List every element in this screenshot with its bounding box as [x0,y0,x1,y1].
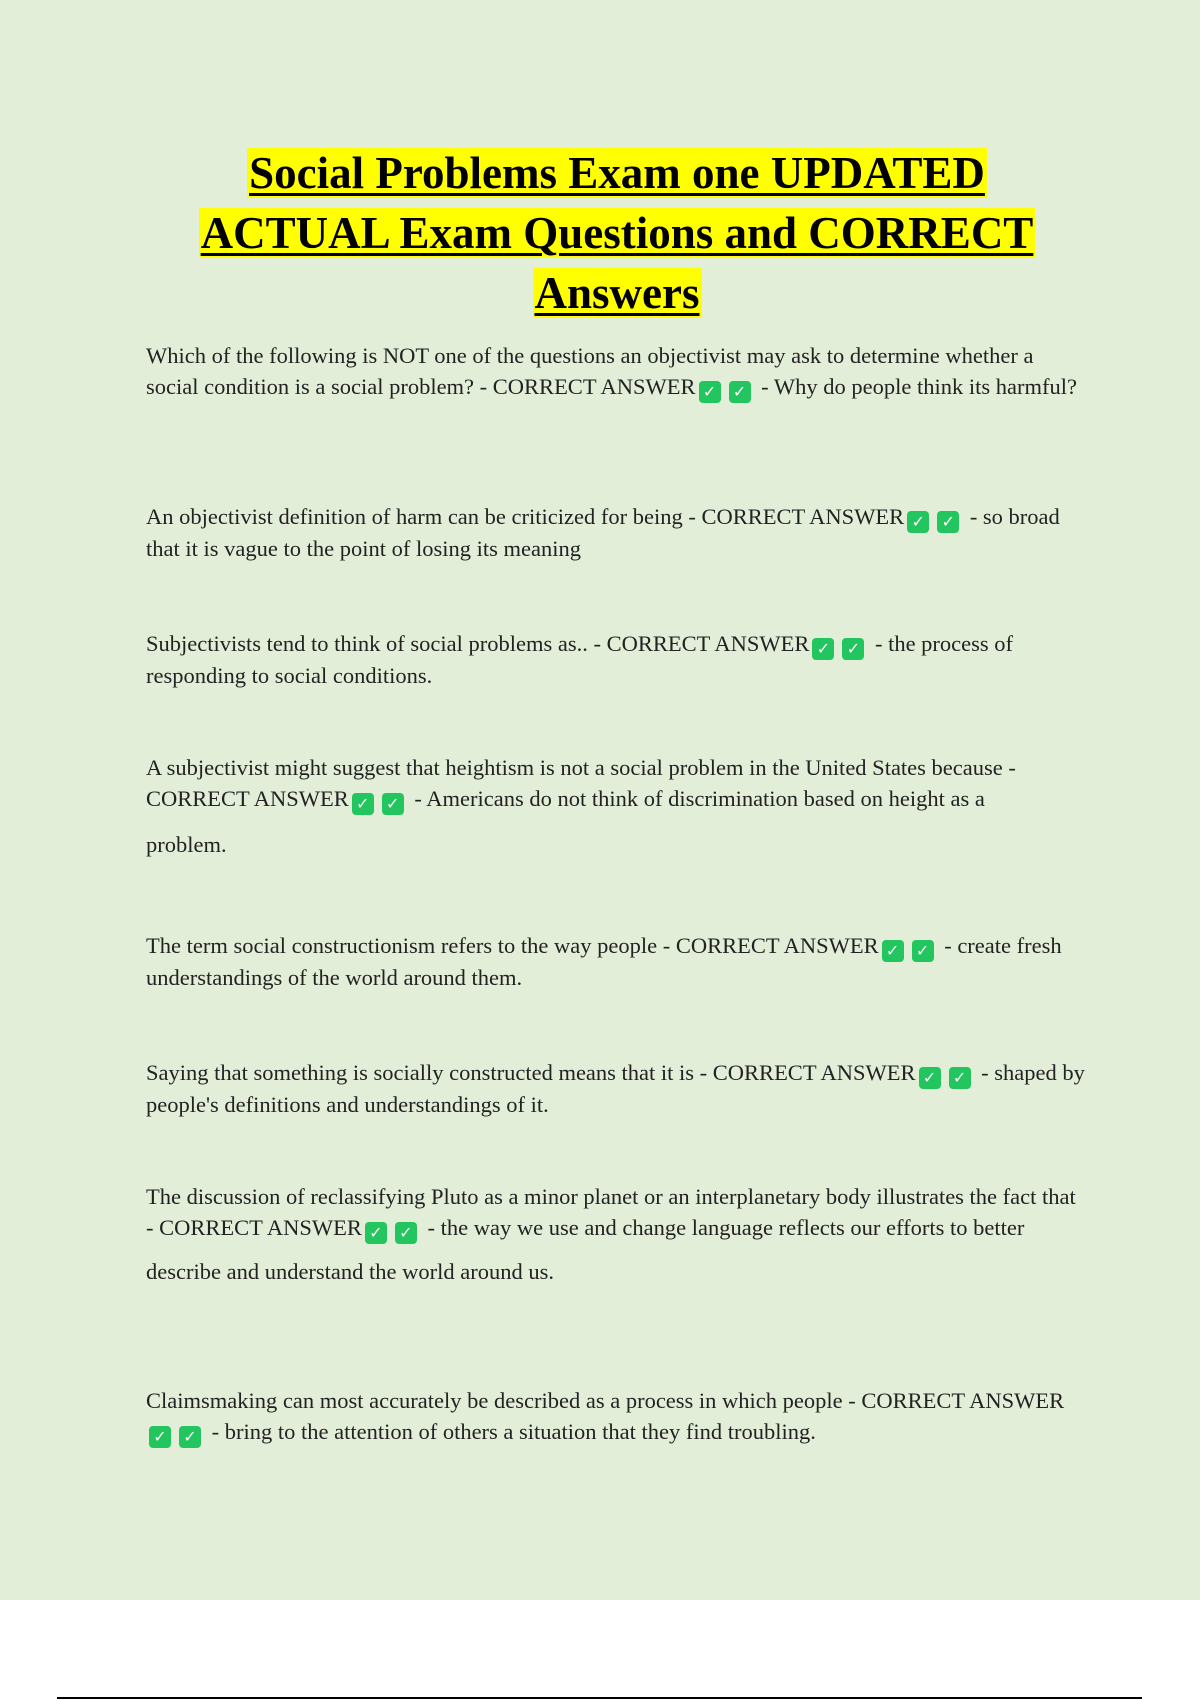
answer-text: - the process of responding to social conditions. [146,631,1014,688]
answer-text: - create fresh understandings of the world around them. [146,933,1062,990]
question-text: Saying that something is socially constructed means that it is - [146,1060,713,1085]
question-text: Which of the following is NOT one of the questions an objectivist may ask to determine whether a social condition is a social problem? - [146,343,1034,399]
qa-item-6 [146,1057,1086,1120]
question-text: The discussion of reclassifying Pluto as a minor planet or an interplanetary body illustrates the fact that - [146,1184,1076,1240]
check-mark-icon: ✓ [937,511,959,533]
correct-answer-label: CORRECT ANSWER [861,1388,1065,1413]
check-mark-icon: ✓ [365,1222,387,1244]
question-text: Subjectivists tend to think of social problems as.. - [146,631,607,656]
question-text: An objectivist definition of harm can be criticized for being - [146,504,702,529]
check-mark-icon: ✓ [699,381,721,403]
check-mark-icon: ✓ [149,1426,171,1448]
correct-answer-label: CORRECT ANSWER [606,631,810,656]
answer-text: - Americans do not think of discrimination based on height as a [408,786,985,811]
footer-divider [57,1697,1142,1699]
answer-text: - the way we use and change language reflects our efforts to better [421,1215,1025,1240]
answer-text: - shaped by people's definitions and understandings of it. [146,1060,1085,1117]
title-line-1: Social Problems Exam one UPDATED [249,148,985,198]
qa-item-4 [146,752,1086,860]
answer-continuation: problem. [146,832,227,857]
check-mark-icon: ✓ [382,793,404,815]
check-mark-icon: ✓ [395,1222,417,1244]
check-mark-icon: ✓ [912,940,934,962]
correct-answer-label: CORRECT ANSWER [701,504,905,529]
check-mark-icon: ✓ [179,1426,201,1448]
answer-text: - Why do people think its harmful? [755,374,1077,399]
qa-item-3 [146,628,1086,691]
answer-text: - so broad that it is vague to the point of losing its meaning [146,504,1060,561]
question-text: Claimsmaking can most accurately be described as a process in which people - [146,1388,862,1413]
qa-item-8 [146,1385,1086,1448]
correct-answer-label: CORRECT ANSWER [712,1060,916,1085]
answer-text: - bring to the attention of others a situation that they find troubling. [206,1419,816,1444]
check-mark-icon: ✓ [919,1067,941,1089]
title-line-3: Answers [534,268,700,318]
question-text: The term social constructionism refers to the way people - [146,933,676,958]
correct-answer-label: CORRECT ANSWER [492,374,696,399]
check-mark-icon: ✓ [812,638,834,660]
check-mark-icon: ✓ [882,940,904,962]
title-line-2: ACTUAL Exam Questions and CORRECT [200,208,1034,258]
correct-answer-label: CORRECT ANSWER [159,1215,362,1240]
check-mark-icon: ✓ [907,511,929,533]
check-mark-icon: ✓ [352,793,374,815]
correct-answer-label: CORRECT ANSWER [146,786,349,811]
qa-item-7 [146,1181,1086,1287]
qa-item-1 [146,340,1086,403]
qa-item-5 [146,930,1086,993]
question-text: A subjectivist might suggest that heightism is not a social problem in the United States because - [146,755,1016,780]
document-title [100,143,1134,323]
answer-continuation: describe and understand the world around us. [146,1259,555,1284]
check-mark-icon: ✓ [842,638,864,660]
qa-item-2 [146,501,1086,564]
check-mark-icon: ✓ [729,381,751,403]
correct-answer-label: CORRECT ANSWER [675,933,879,958]
check-mark-icon: ✓ [949,1067,971,1089]
